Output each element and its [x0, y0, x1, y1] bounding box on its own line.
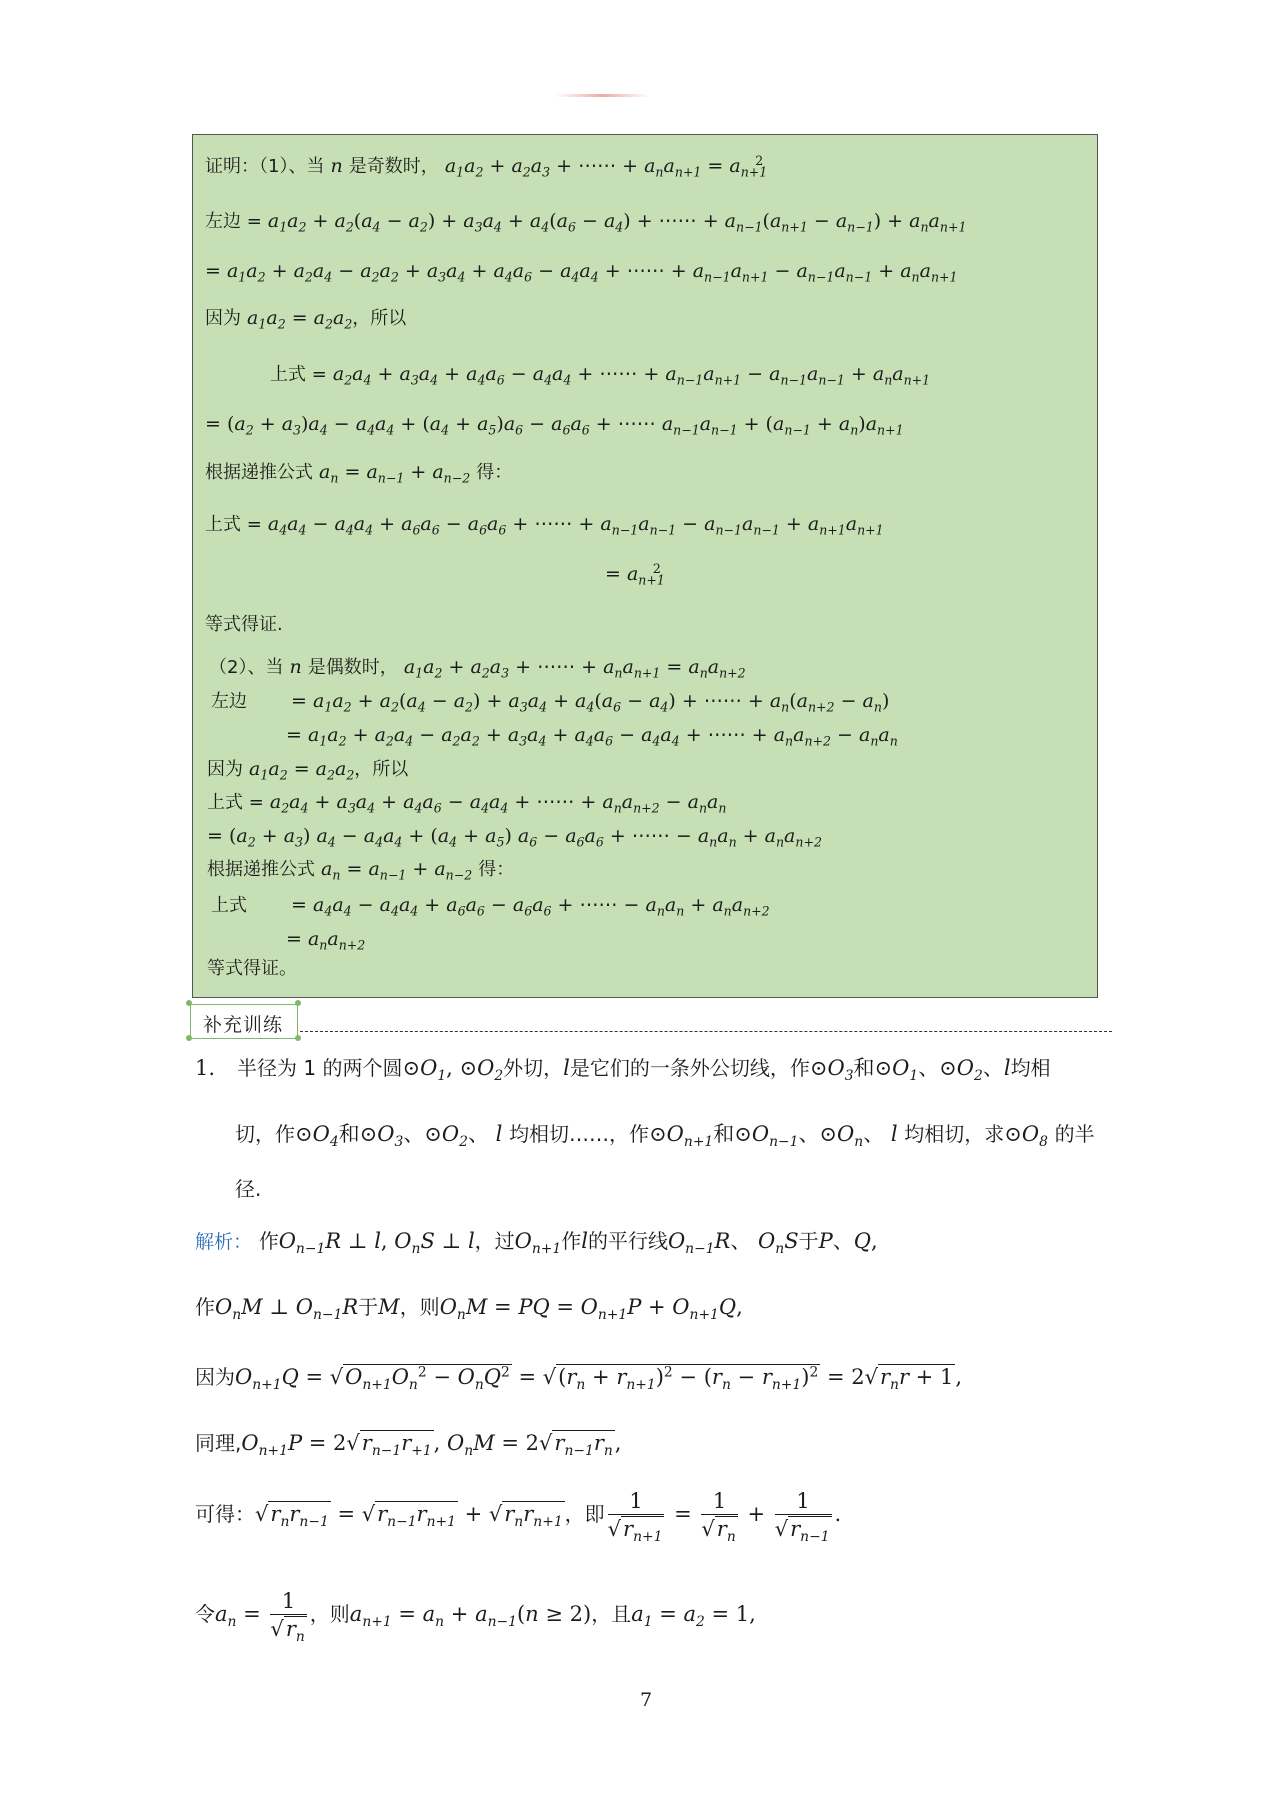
section-divider [300, 1031, 1112, 1032]
proof-line-10: 等式得证. [205, 614, 283, 635]
problem-line-2: 切，作$⊙O_4$和$⊙O_3$、$⊙O_2$、 l 均相切……，作$⊙O_{n+1}$和$⊙O_{n-1}$、$⊙O_n$、 l 均相切，求$⊙O_8$ 的半 [235, 1122, 1095, 1150]
proof-line-7: 根据递推公式 $a_n = a_{n-1} + a_{n-2}$ 得： [205, 461, 513, 486]
proof-line-19: = $a_na_{n+2}$ [286, 928, 366, 953]
problem-line-1: 1. 半径为 1 的两个圆$⊙O_1$, $⊙O_2$外切，l是它们的一条外公切线，作$⊙O_3$和$⊙O_1$、$⊙O_2$、l均相 [195, 1056, 1051, 1084]
proof-line-6: = $(a_2 + a_3)a_4 - a_4a_4 + (a_4 + a_5)a_6 - a_6a_6$ + ⋯⋯ $a_{n-1}a_{n-1} + (a_{n-1} + a_n)a_{n+1}$ [205, 413, 904, 438]
solution-line-5: 可得：$√r_nr_{n-1} = √r_{n-1}r_{n+1} + √r_nr_{n+1}$ ，即 $\frac{1}{√r_{n+1}}$ = $\frac{1}{√r_n}$ + $\frac{1}{√r_{n-1}}$ . [195, 1489, 842, 1545]
tag-corner-dot [186, 1035, 192, 1041]
tag-corner-dot [186, 1000, 192, 1006]
page-number: 7 [640, 1689, 653, 1711]
problem-line-3: 径. [235, 1177, 262, 1201]
proof-line-12: 左边 = $a_1a_2 + a_2(a_4 - a_2) + a_3a_4 + a_4(a_6 - a_4)$ + ⋯⋯ + $a_n(a_{n+2} - a_n)$ [211, 690, 890, 715]
header-decoration [555, 94, 650, 97]
proof-line-4: 因为 $a_1a_2 = a_2a_2$，所以 [205, 307, 407, 332]
proof-line-16: = $(a_2 + a_3) a_4 - a_4a_4 + (a_4 + a_5) a_6 - a_6a_6$ + ⋯⋯ − $a_na_n + a_na_{n+2}$ [207, 825, 822, 850]
solution-line-2: 作$O_nM$ ⊥ $O_{n-1}R$于M，则$O_nM$ = PQ = $O_{n+1}P + O_{n+1}Q$, [195, 1295, 743, 1323]
proof-line-8: 上式 = $a_4a_4 - a_4a_4 + a_6a_6 - a_6a_6$ + ⋯⋯ + $a_{n-1}a_{n-1} - a_{n-1}a_{n-1} + a_{n+1}a_{n+1}$ [205, 513, 884, 538]
proof-line-15: 上式 = $a_2a_4 + a_3a_4 + a_4a_6 - a_4a_4$ + ⋯⋯ + $a_na_{n+2} - a_na_n$ [207, 791, 727, 816]
solution-line-4: 同理$,O_{n+1}P = 2√r_{n-1}r_{+1}$, $O_nM = 2√r_{n-1}r_n$, [195, 1431, 622, 1459]
proof-line-14: 因为 $a_1a_2 = a_2a_2$，所以 [207, 758, 409, 783]
proof-line-2: 左边 = $a_1a_2 + a_2(a_4 - a_2) + a_3a_4 + a_4(a_6 - a_4)$ + ⋯⋯ + $a_{n-1}(a_{n+1} - a_{n-1}) + a_na_{n+1}$ [205, 210, 967, 235]
solution-line-3: 因为$O_{n+1}Q = √O_{n+1}O_n^2 - O_nQ^2 = √(r_n + r_{n+1})^2 - (r_n - r_{n+1})^2 = 2√r_nr + 1$, [195, 1364, 962, 1393]
proof-line-20: 等式得证。 [207, 958, 297, 979]
solution-line-1: 解析： 作$O_{n-1}R$ ⊥ l, $O_nS$ ⊥ l，过$O_{n+1}$作l的平行线$O_{n-1}R$、 $O_nS$于P、Q, [195, 1229, 878, 1257]
proof-line-11: （2）、当 n 是偶数时， $a_1a_2 + a_2a_3$ + ⋯⋯ + $a_na_{n+1} = a_na_{n+2}$ [209, 656, 746, 681]
supplement-tag-label: 补充训练 [203, 1014, 284, 1036]
supplement-tag [190, 1004, 298, 1039]
proof-line-3: = $a_1a_2 + a_2a_4 - a_2a_2 + a_3a_4 + a_4a_6 - a_4a_4$ + ⋯⋯ + $a_{n-1}a_{n+1} - a_{n-1}a_{n-1} + a_na_{n+1}$ [205, 260, 958, 285]
tag-corner-dot [295, 1000, 301, 1006]
proof-line-9: = $a_{n+1}^2$ [605, 561, 665, 588]
proof-line-18: 上式 = $a_4a_4 - a_4a_4 + a_6a_6 - a_6a_6$ + ⋯⋯ − $a_na_n + a_na_{n+2}$ [211, 894, 770, 919]
solution-label: 解析： [195, 1231, 253, 1253]
proof-line-1: 证明：（1）、当 n 是奇数时， $a_1a_2 + a_2a_3$ + ⋯⋯ + $a_na_{n+1} = a_{n+1}^2$ [205, 153, 768, 180]
solution-line-6: 令$a_n$ = $\frac{1}{√r_n}$ ，则$a_{n+1} = a_n + a_{n-1}(n \ge 2)$，且$a_1 = a_2 = 1$, [195, 1589, 756, 1645]
proof-line-13: = $a_1a_2 + a_2a_4 - a_2a_2 + a_3a_4 + a_4a_6 - a_4a_4$ + ⋯⋯ + $a_na_{n+2} - a_na_n$ [286, 724, 898, 749]
proof-line-5: 上式 = $a_2a_4 + a_3a_4 + a_4a_6 - a_4a_4$ + ⋯⋯ + $a_{n-1}a_{n+1} - a_{n-1}a_{n-1} + a_na_{n+1}$ [270, 363, 931, 388]
tag-corner-dot [295, 1035, 301, 1041]
proof-line-17: 根据递推公式 $a_n = a_{n-1} + a_{n-2}$ 得： [207, 858, 515, 883]
